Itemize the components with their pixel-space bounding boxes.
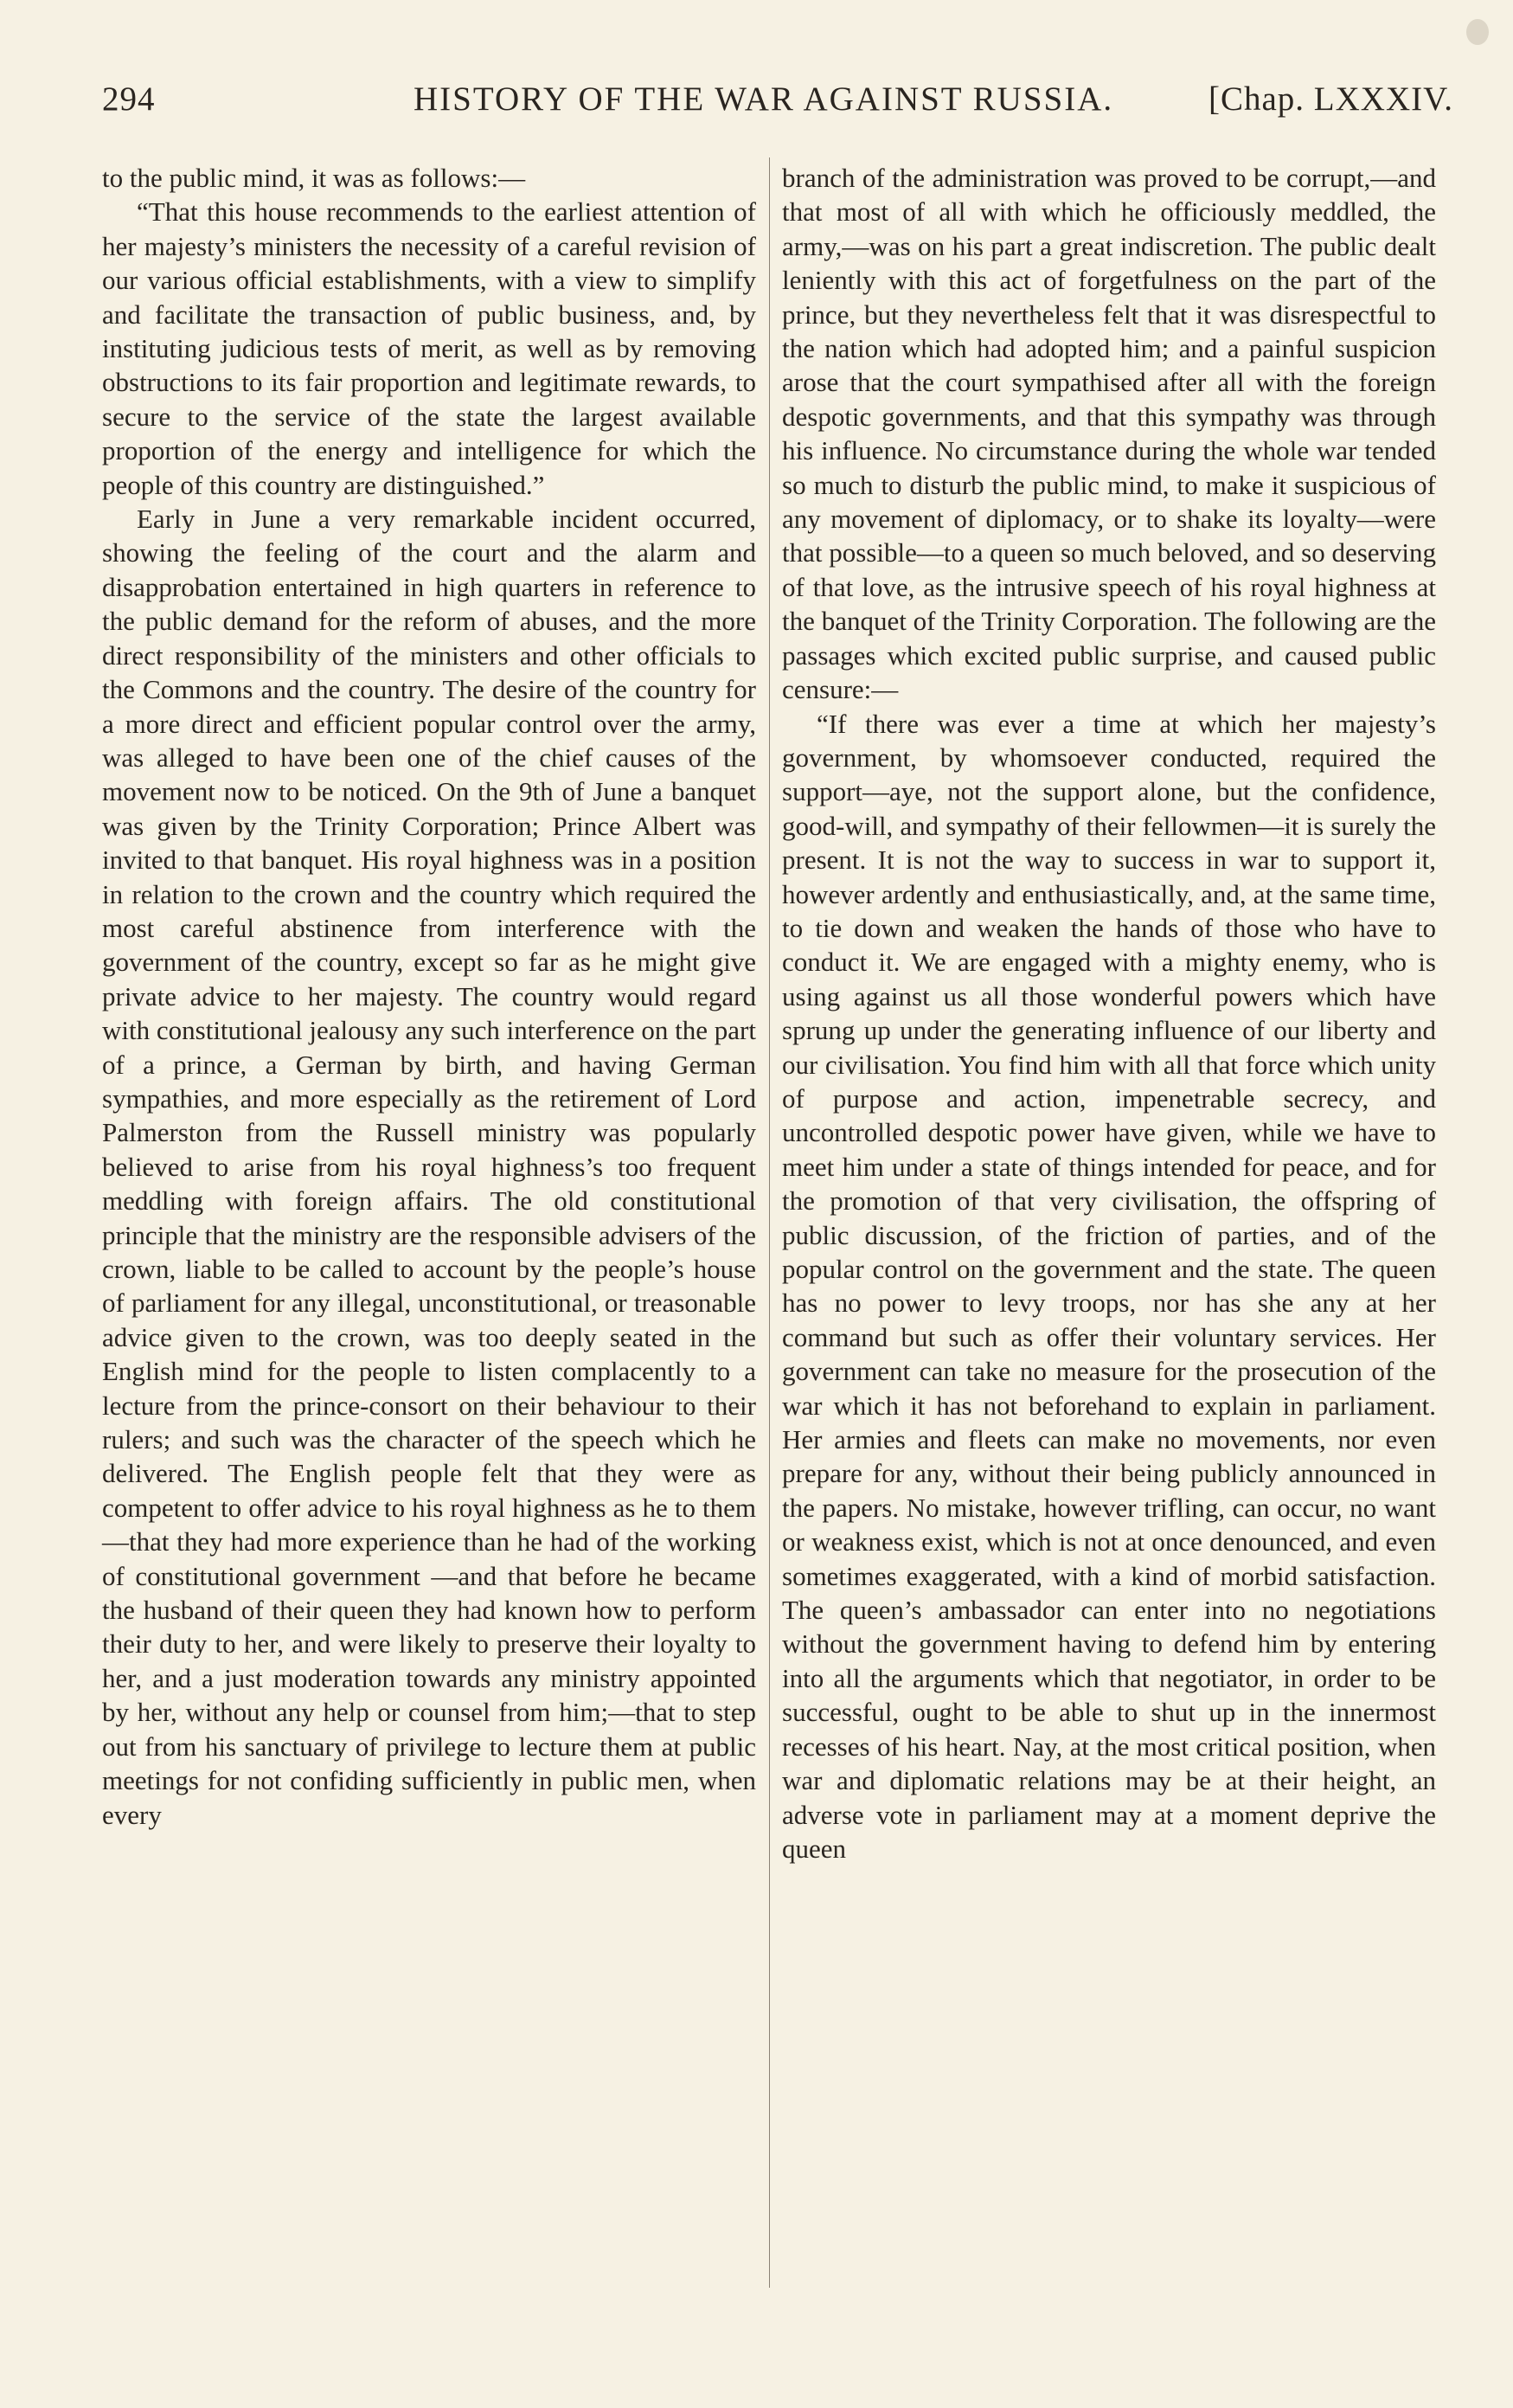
- page-corner-blemish: [1466, 19, 1489, 45]
- page-header: [102, 80, 1453, 132]
- quoted-speech: “If there was ever a time at which her majesty’s government, by whomsoever conducted, required the support—aye, not the support alone, but the confidence, good-will, and sympathy of their fellowmen—it is surely the present. It is not the way to success in war to support it, however ardently and enthusiastically, and, at the same time, to tie down and weaken the hands of those who have to conduct it. We are engaged with a mighty enemy, who is using against us all those wonderful powers which have sprung up under the generating influence of our liberty and our civilisation. You find him with all that force which unity of purpose and action, impenetrable secrecy, and uncontrolled despotic power have given, while we have to meet him under a state of things intended for peace, and for the promotion of that very civilisation, the offspring of public discussion, of the friction of parties, and of the popular control on the government and the state. The queen has no power to levy troops, nor has she any at her command but such as offer their voluntary services. Her government can take no measure for the prosecution of the war which it has not beforehand to explain in parliament. Her armies and fleets can make no movements, nor even prepare for any, without their being publicly announced in the papers. No mistake, however trifling, can occur, no want or weakness exist, which is not at once denounced, and even sometimes exaggerated, with a kind of morbid satisfaction. The queen’s ambassador can enter into no negotiations without the government having to defend him by entering into all the arguments which that negotiator, in order to be successful, ought to be able to shut up in the innermost recesses of his heart. Nay, at the most critical position, when war and diplomatic relations may be at their height, an adverse vote in parliament may at a moment deprive the queen: [782, 708, 1436, 1864]
- running-title: HISTORY OF THE WAR AGAINST RUSSIA.: [414, 80, 1114, 118]
- chapter-label: [Chap. LXXXIV.: [1208, 80, 1453, 118]
- paragraph: branch of the administration was proved to be corrupt,—and that most of all with which he officiously meddled, the army,—was on his part a great indiscretion. The public dealt leniently with this act of forgetfulness on the part of the prince, but they nevertheless felt that it was disrespectful to the nation which had adopted him; and a painful suspicion arose that the court sympathised after all with the foreign despotic governments, and that this sympathy was through his influence. No circumstance during the whole war tended so much to disturb the public mind, to make it suspicious of any movement of diplomacy, or to shake its loyalty—were that possible—to a queen so much beloved, and so deserving of that love, as the intrusive speech of his royal highness at the banquet of the Trinity Corporation. The following are the passages which excited public surprise, and caused public censure:—: [782, 163, 1436, 705]
- page-number: 294: [102, 80, 156, 118]
- right-column: [782, 161, 1436, 1865]
- quoted-resolution: “That this house recommends to the earliest attention of her majesty’s ministers the necessity of a careful revision of our various official establishments, with a view to simplify and facilitate the transaction of public business, and, by instituting judicious tests of merit, as well as by removing obstructions to its fair proportion and legitimate rewards, to secure to the service of the state the largest available proportion of the energy and intelligence for which the people of this country are distinguished.”: [102, 196, 756, 500]
- column-divider: [769, 157, 770, 2288]
- left-column: [102, 161, 756, 1832]
- paragraph: to the public mind, it was as follows:—: [102, 163, 526, 193]
- paragraph: Early in June a very remarkable incident occurred, showing the feeling of the court and the alarm and disapprobation entertained in high quarters in reference to the public demand for the reform of abuses, and the more direct responsibility of the ministers and other officials to the Commons and the country. The desire of the country for a more direct and efficient popular control over the army, was alleged to have been one of the chief causes of the movement now to be noticed. On the 9th of June a banquet was given by the Trinity Corporation; Prince Albert was invited to that banquet. His royal highness was in a position in relation to the crown and the country which required the most careful abstinence from interference with the government of the country, except so far as he might give private advice to her majesty. The country would regard with constitutional jealousy any such interference on the part of a prince, a German by birth, and having German sympathies, and more especially as the retirement of Lord Palmerston from the Russell ministry was popularly believed to arise from his royal highness’s too frequent meddling with foreign affairs. The old constitutional principle that the ministry are the responsible advisers of the crown, liable to be called to account by the people’s house of parliament for any illegal, unconstitutional, or treasonable advice given to the crown, was too deeply seated in the English mind for the people to listen complacently to a lecture from the prince-consort on their behaviour to their rulers; and such was the character of the speech which he delivered. The English people felt that they were as competent to offer advice to his royal highness as he to them—that they had more experience than he had of the working of constitutional government —and that before he became the husband of their queen they had known how to perform their duty to her, and were likely to preserve their loyalty to her, and a just moderation towards any ministry appointed by her, without any help or counsel from him;—that to step out from his sanctuary of privilege to lecture them at public meetings for not confiding sufficiently in public men, when every: [102, 504, 756, 1830]
